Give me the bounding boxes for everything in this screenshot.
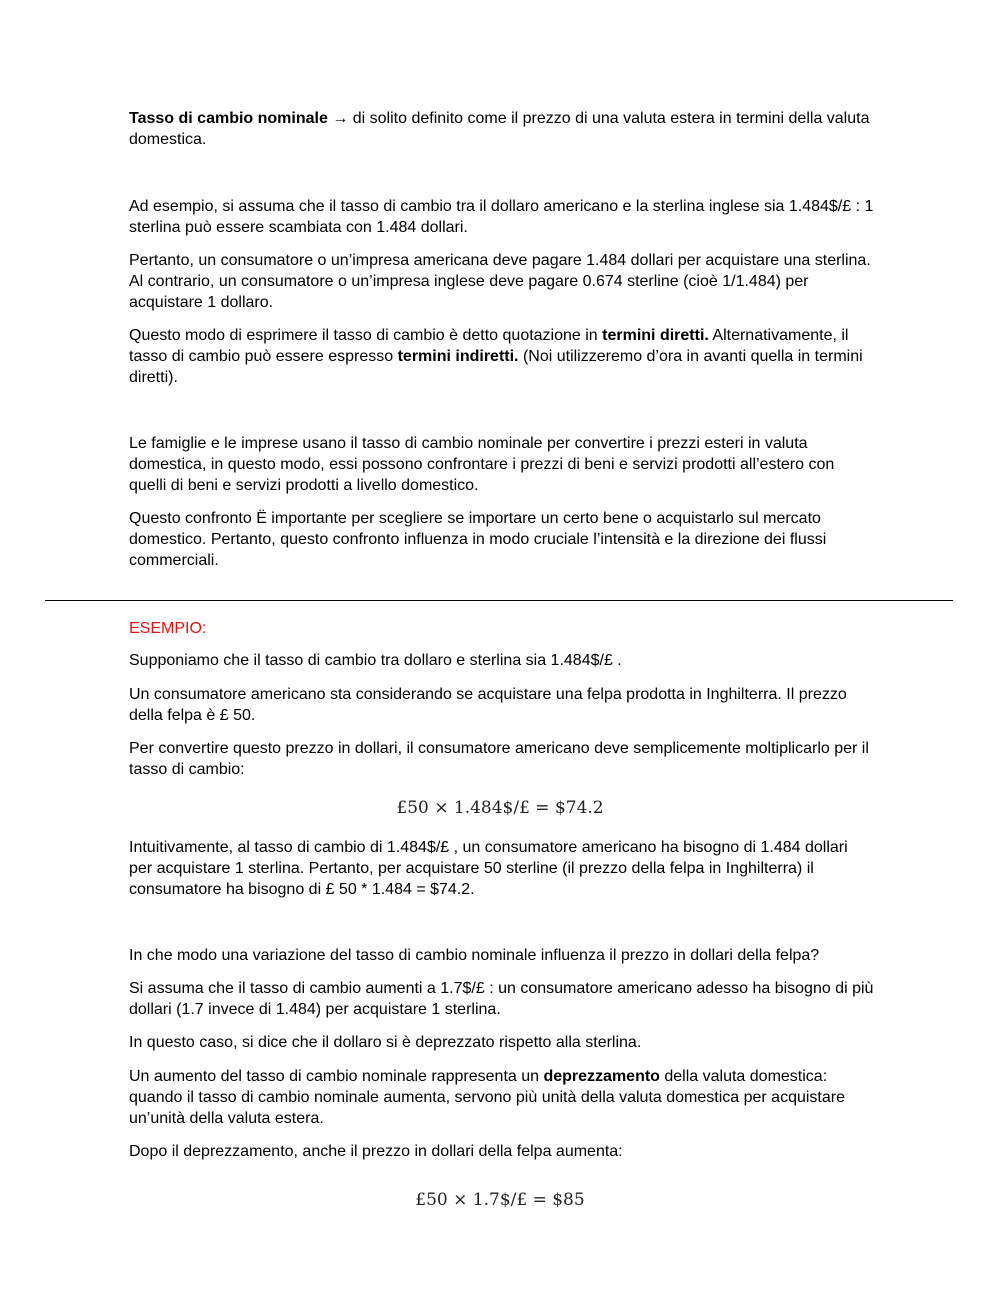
definition-paragraph [129,109,874,151]
definition-term: Tasso di cambio nominale [129,110,328,127]
depreciation-text-2: della valuta domestica: quando il tasso di cambio nominale aumenta, servono più unità della valuta domestica per acquistare un’unità della valuta estera. [129,1068,845,1127]
consumer-paragraph: Pertanto, un consumatore o un’impresa americana deve pagare 1.484 dollari per acquistare una sterlina. Al contrario, un consumatore o un’impresa inglese deve pagare 0.674 sterline (cioè 1/1.484) per acquistare 1 dollaro. [129,252,871,311]
formula-price-before: £50 × 1.484$/£ = $74.2 [396,798,604,818]
depreciation-text-1: Un aumento del tasso di cambio nominale rappresenta un [129,1068,544,1085]
example-heading: ESEMPIO: [129,620,207,637]
quotation-text-1: Questo modo di esprimere il tasso di cambio è detto quotazione in [129,327,603,344]
example-rate-paragraph: Ad esempio, si assuma che il tasso di cambio tra il dollaro americano e la sterlina inglese sia 1.484$/£ : 1 sterlina può essere scambiata con 1.484 dollari. [129,198,874,236]
direct-terms-label: termini diretti. [602,327,709,344]
section-divider [45,600,953,601]
arrow-icon: → [332,110,349,127]
convert-paragraph: Per convertire questo prezzo in dollari, il consumatore americano deve semplicemente moltiplicarlo per il tasso di cambio: [129,740,869,778]
sweater-paragraph: Un consumatore americano sta considerando se acquistare una felpa prodotta in Inghilterra. Il prezzo della felpa è £ 50. [129,686,847,724]
families-paragraph: Le famiglie e le imprese usano il tasso di cambio nominale per convertire i prezzi esteri in valuta domestica, in questo modo, essi possono confrontare i prezzi di beni e servizi prodotti all’estero con quelli di beni e servizi prodotti a livello domestico. [129,435,835,494]
quotation-text-3: (Noi utilizzeremo d’ora in avanti quella in termini diretti). [129,347,863,386]
formula-price-after: £50 × 1.7$/£ = $85 [415,1190,585,1210]
comparison-paragraph: Questo confronto Ë importante per scegliere se importare un certo bene o acquistarlo sul mercato domestico. Pertanto, questo confronto influenza in modo cruciale l’intensità e la direzione dei flussi commerciali. [129,510,827,569]
depreciation-term: deprezzamento [543,1068,660,1085]
depreciated-paragraph: In questo caso, si dice che il dollaro si è deprezzato rispetto alla sterlina. [129,1034,642,1051]
after-paragraph: Dopo il deprezzamento, anche il prezzo in dollari della felpa aumenta: [129,1143,623,1160]
increase-paragraph: Si assuma che il tasso di cambio aumenti a 1.7$/£ : un consumatore americano adesso ha bisogno di più dollari (1.7 invece di 1.484) per acquistare 1 sterlina. [129,980,874,1018]
definition-text: di solito definito come il prezzo di una valuta estera in termini della valuta domestica. [129,110,870,148]
intuitively-paragraph: Intuitivamente, al tasso di cambio di 1.484$/£ , un consumatore americano ha bisogno di 1.484 dollari per acquistare 1 sterlina. Pertanto, per acquistare 50 sterline (il prezzo della felpa in Inghilterra) il consumatore ha bisogno di £ 50 * 1.484 = $74.2. [129,839,848,898]
question-paragraph: In che modo una variazione del tasso di cambio nominale influenza il prezzo in dollari della felpa? [129,947,820,964]
suppose-paragraph: Supponiamo che il tasso di cambio tra dollaro e sterlina sia 1.484$/£ . [129,652,622,669]
quotation-paragraph [129,326,874,388]
depreciation-paragraph [129,1067,874,1129]
quotation-text-2: Alternativamente, il tasso di cambio può essere espresso [129,327,849,365]
indirect-terms-label: termini indiretti. [397,347,519,365]
